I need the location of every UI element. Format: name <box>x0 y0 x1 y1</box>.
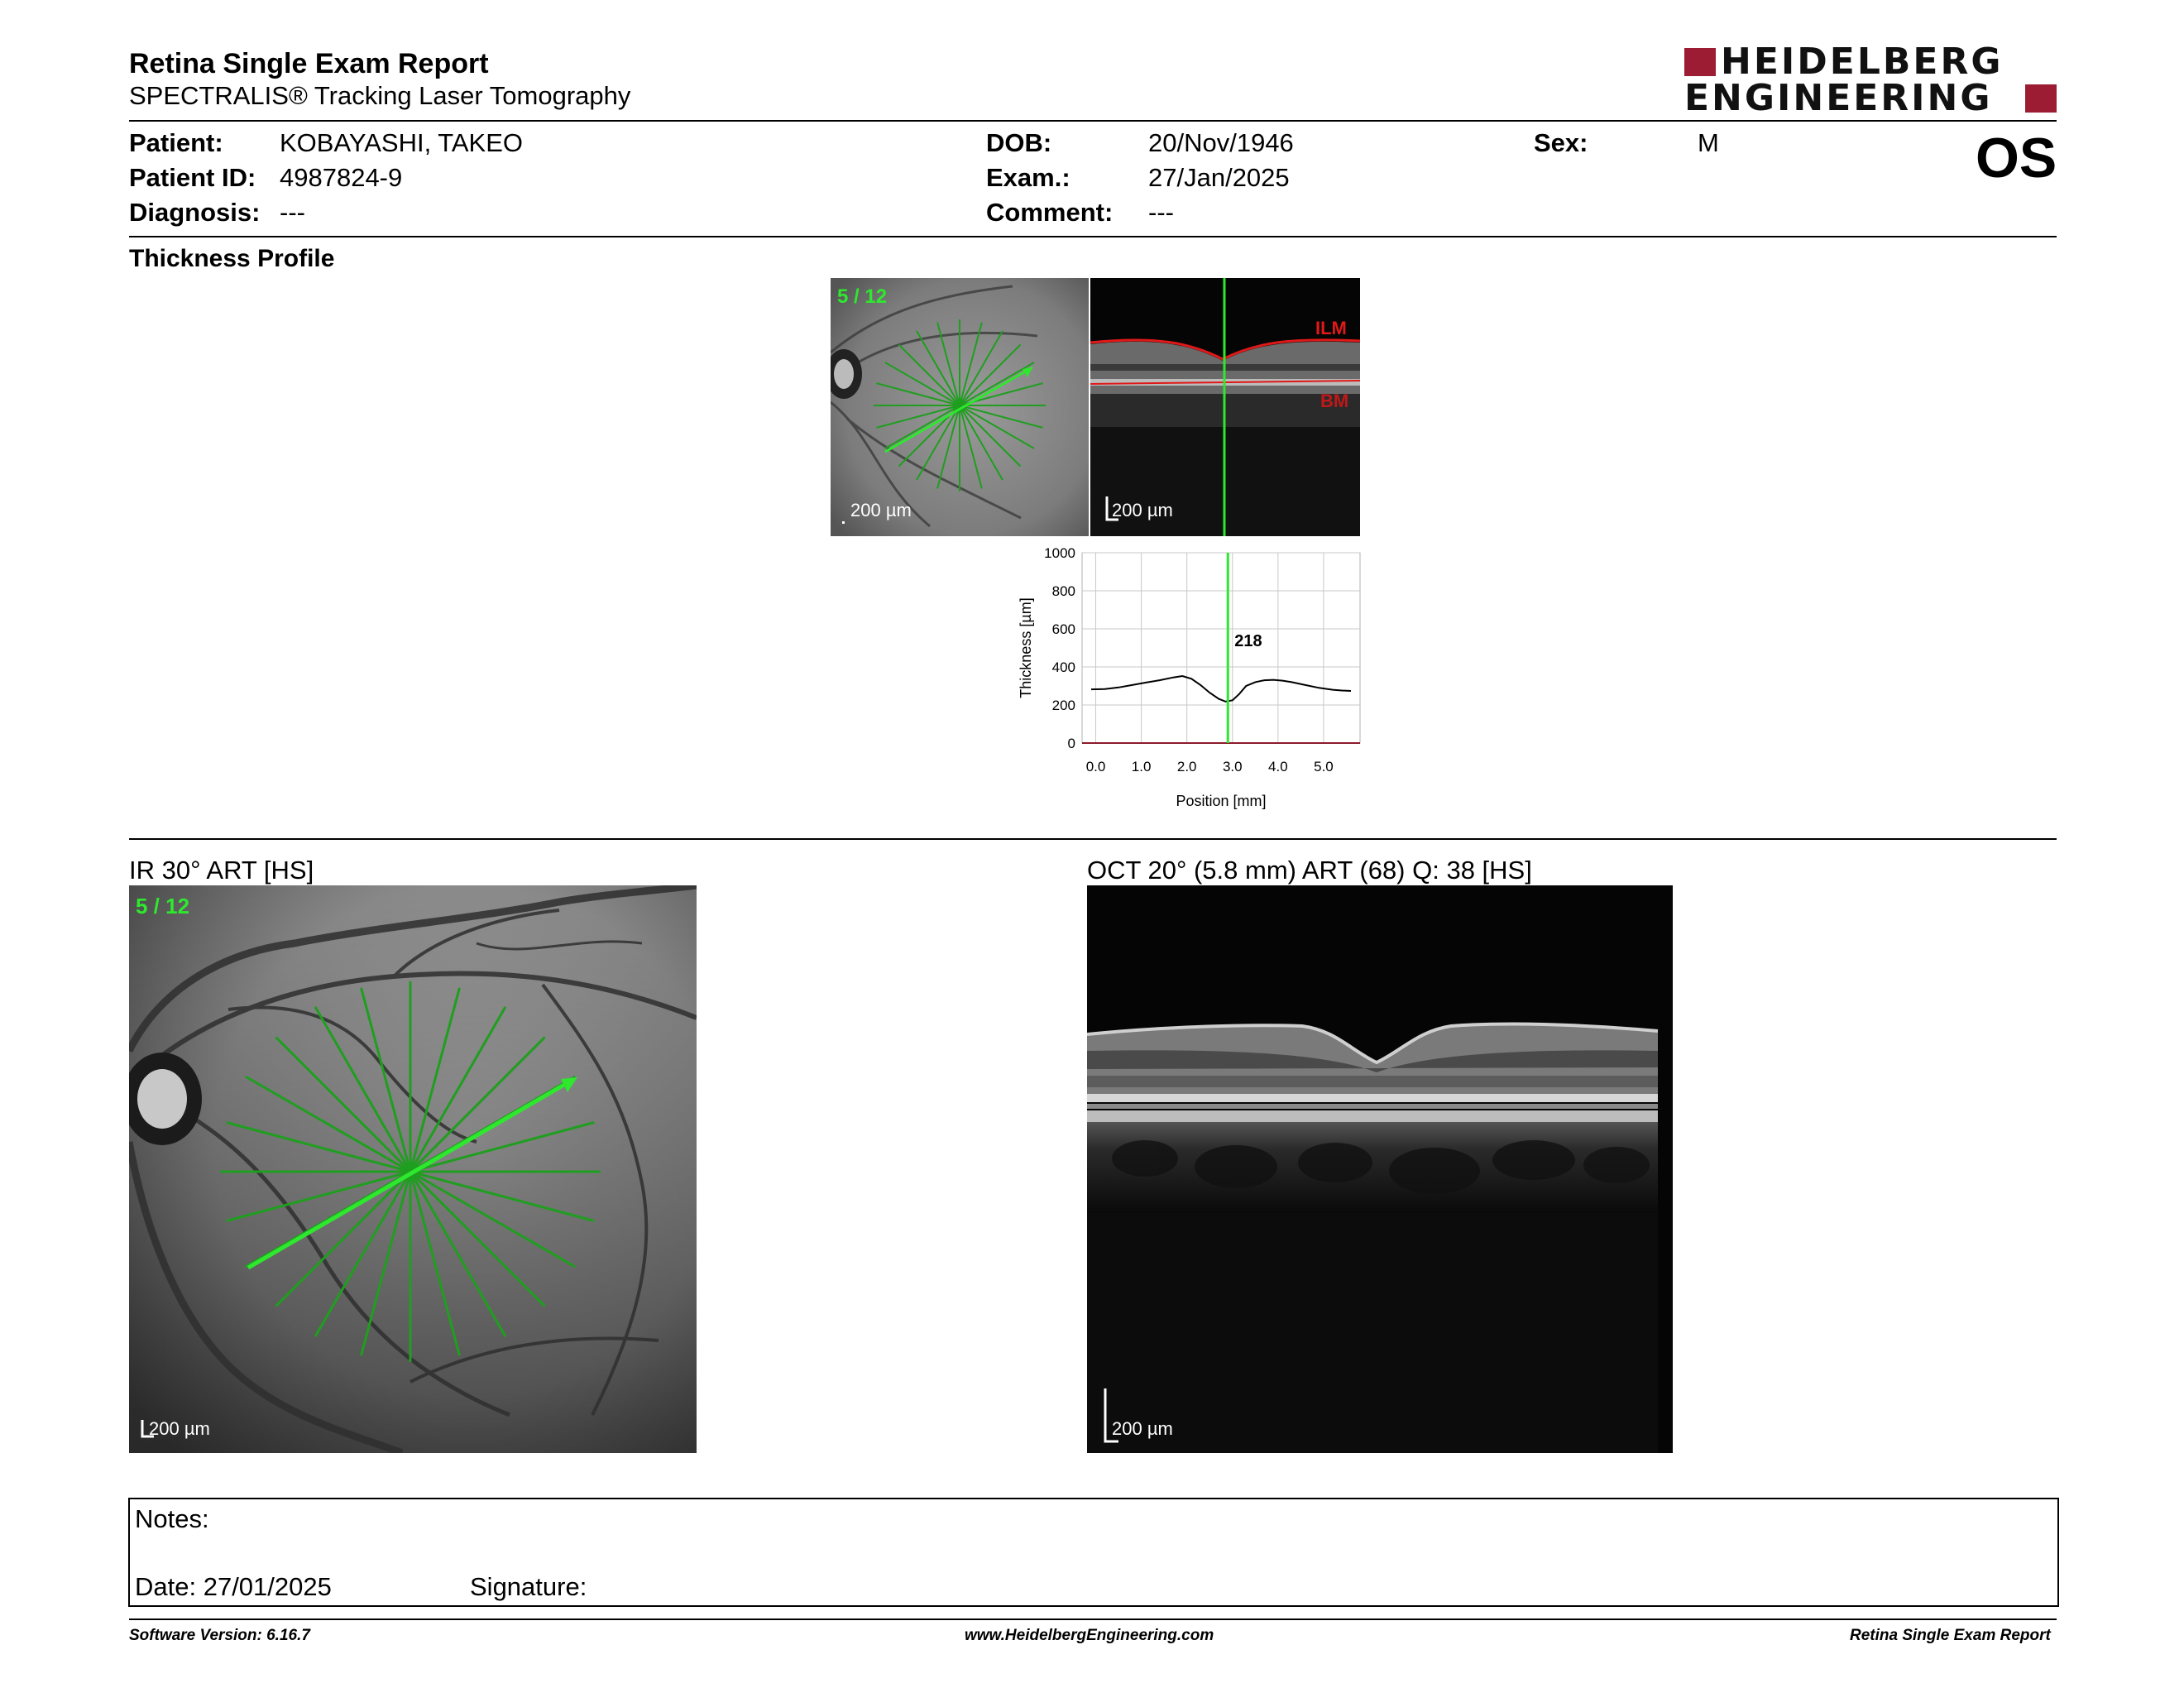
patient-name: KOBAYASHI, TAKEO <box>280 128 524 157</box>
thumb-ir-scale: 200 µm <box>850 500 912 520</box>
chart-y-axis-label: Thickness [µm] <box>1018 597 1034 698</box>
report-title: Retina Single Exam Report <box>129 48 489 79</box>
patient-id-label: Patient ID: <box>129 163 256 192</box>
bm-label: BM <box>1320 391 1349 411</box>
sex-label: Sex: <box>1534 128 1588 157</box>
notes-date: Date: 27/01/2025 <box>135 1572 332 1601</box>
patient-id: 4987824-9 <box>280 163 403 192</box>
chart-ytick-label: 600 <box>1051 621 1075 637</box>
chart-ytick-label: 0 <box>1067 736 1075 751</box>
logo-square-bottom <box>2025 84 2057 113</box>
header-rule <box>129 120 2057 122</box>
diagnosis-label: Diagnosis: <box>129 198 261 227</box>
thumb-scan-index: 5 / 12 <box>837 285 888 308</box>
ir-scan-index: 5 / 12 <box>136 894 190 918</box>
exam-label: Exam.: <box>986 163 1070 192</box>
footer-rule <box>129 1618 2057 1620</box>
patient-info-rule <box>129 236 2057 237</box>
sex-value: M <box>1698 128 1719 157</box>
heidelberg-logo <box>1684 43 2058 117</box>
notes-box <box>128 1498 2059 1607</box>
thumb-oct-scale: 200 µm <box>1112 500 1173 520</box>
footer-software-version: Software Version: 6.16.7 <box>129 1627 310 1644</box>
ir-fundus-image <box>129 885 697 1453</box>
logo-line1: HEIDELBERG <box>1721 41 2004 83</box>
chart-ytick-label: 800 <box>1051 583 1075 599</box>
patient-label: Patient: <box>129 128 223 157</box>
logo-square-top <box>1684 48 1716 76</box>
thickness-profile-title: Thickness Profile <box>129 245 335 272</box>
chart-xtick-label: 3.0 <box>1222 759 1243 774</box>
thickness-section-rule <box>129 838 2057 840</box>
notes-signature: Signature: <box>470 1572 587 1601</box>
thickness-ir-thumbnail <box>831 278 1089 536</box>
chart-xtick-label: 2.0 <box>1176 759 1197 774</box>
chart-x-axis-label: Position [mm] <box>1176 793 1267 809</box>
notes-label: Notes: <box>135 1504 209 1533</box>
chart-xtick-label: 1.0 <box>1131 759 1152 774</box>
chart-cursor-value: 218 <box>1234 632 1262 651</box>
ir-scale: 200 µm <box>149 1418 210 1439</box>
chart-ytick-label: 1000 <box>1044 545 1075 561</box>
diagnosis-value: --- <box>280 198 305 227</box>
chart-ytick-label: 400 <box>1051 659 1075 675</box>
thickness-oct-thumbnail <box>1090 278 1360 536</box>
ilm-label: ILM <box>1315 318 1347 338</box>
ir-caption: IR 30° ART [HS] <box>129 856 314 885</box>
eye-indicator: OS <box>1976 127 2057 189</box>
oct-scale: 200 µm <box>1112 1418 1173 1439</box>
footer-report-name: Retina Single Exam Report <box>1850 1627 2051 1644</box>
exam-value: 27/Jan/2025 <box>1148 163 1290 192</box>
report-subtitle: SPECTRALIS® Tracking Laser Tomography <box>129 81 631 110</box>
chart-xtick-label: 0.0 <box>1085 759 1106 774</box>
oct-bscan-image <box>1087 885 1673 1453</box>
dob-value: 20/Nov/1946 <box>1148 128 1294 157</box>
footer-website: www.HeidelbergEngineering.com <box>965 1627 1214 1644</box>
dob-label: DOB: <box>986 128 1052 157</box>
thickness-chart <box>993 536 1373 818</box>
chart-plot-area <box>1082 553 1360 743</box>
oct-caption: OCT 20° (5.8 mm) ART (68) Q: 38 [HS] <box>1087 856 1532 885</box>
comment-value: --- <box>1148 198 1174 227</box>
logo-line2: ENGINEERING <box>1684 77 1993 119</box>
comment-label: Comment: <box>986 198 1114 227</box>
chart-ytick-label: 200 <box>1051 698 1075 713</box>
chart-xtick-label: 5.0 <box>1314 759 1334 774</box>
chart-xtick-label: 4.0 <box>1268 759 1288 774</box>
